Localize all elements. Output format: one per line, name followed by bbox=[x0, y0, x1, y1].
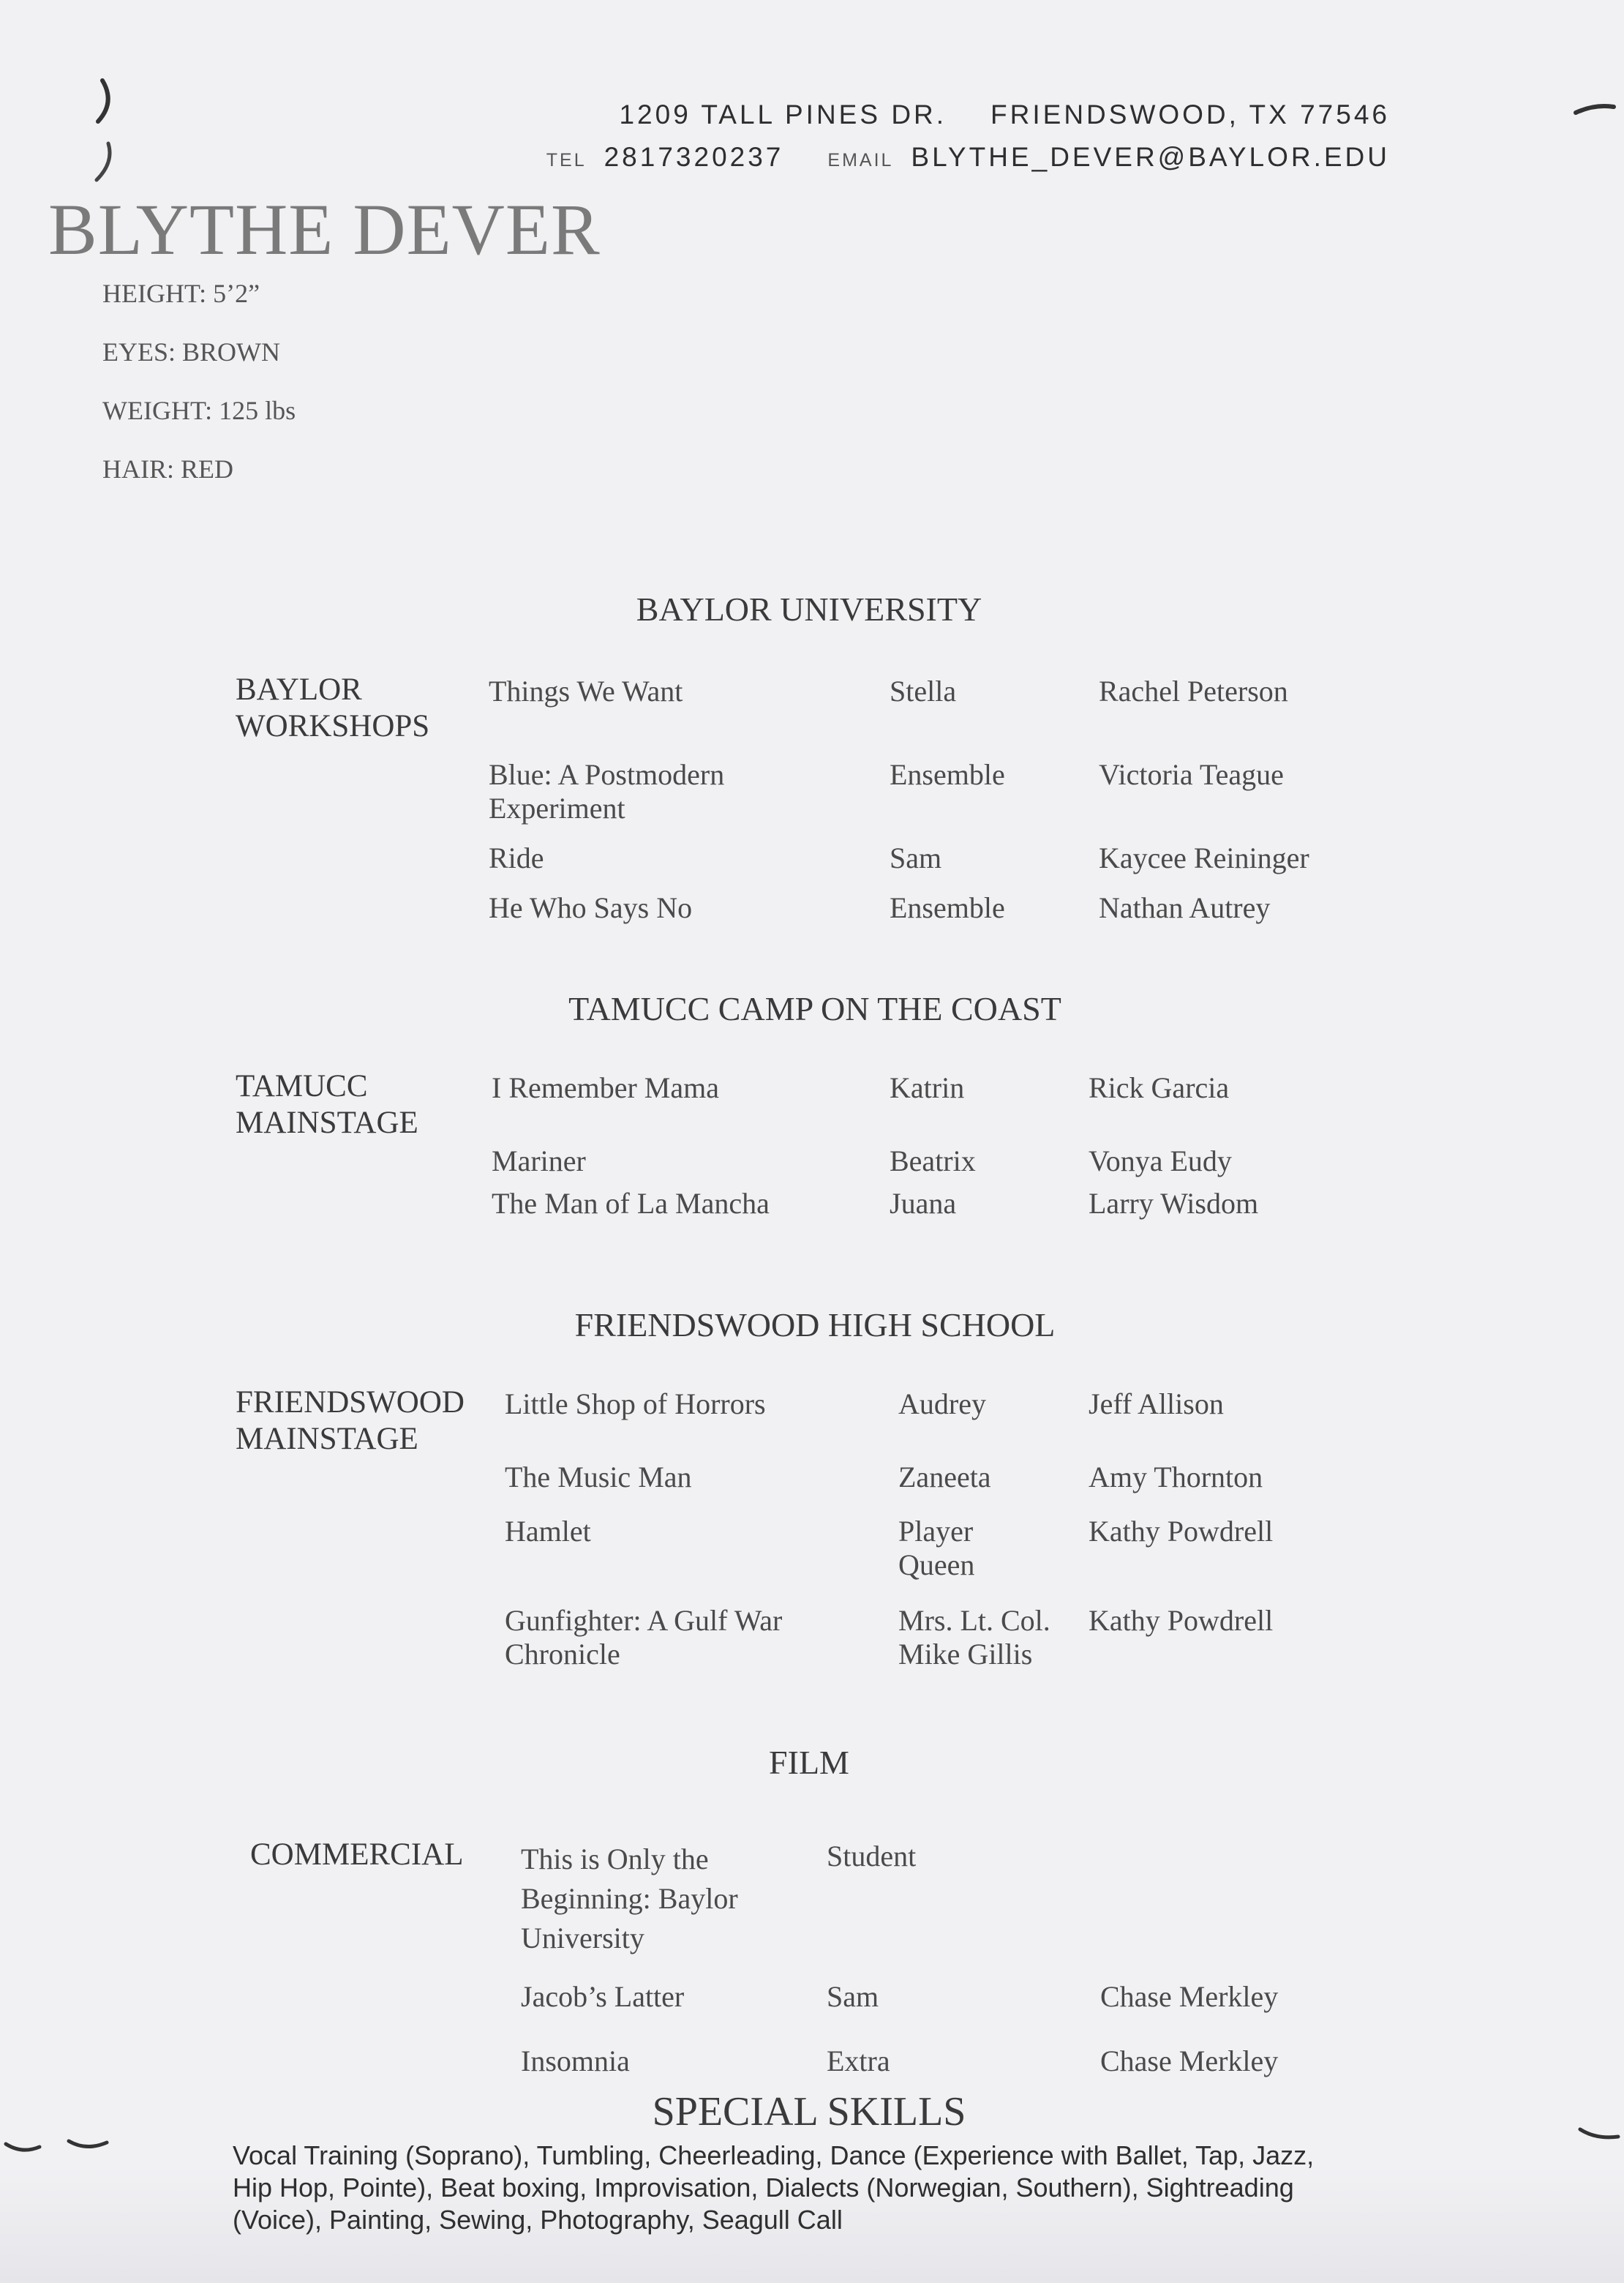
stat-height: HEIGHT: 5’2” bbox=[102, 279, 260, 308]
credit-title bbox=[505, 1387, 766, 1421]
section-heading-baylor: BAYLOR UNIVERSITY bbox=[636, 591, 982, 628]
credit-title-line: The Music Man bbox=[505, 1461, 692, 1493]
credit-title bbox=[489, 675, 683, 708]
credit-director: Vonya Eudy bbox=[1089, 1144, 1232, 1177]
contact-phone-email bbox=[546, 142, 1390, 173]
staple-mark-top-right bbox=[1573, 100, 1617, 121]
credit-title-line: Insomnia bbox=[521, 2044, 630, 2077]
credit-title bbox=[505, 1461, 692, 1494]
credit-title-line: Jacob’s Latter bbox=[521, 1980, 685, 2013]
credit-title-line: Hamlet bbox=[505, 1515, 591, 1548]
credit-title-line: This is Only the bbox=[521, 1842, 709, 1875]
category-label bbox=[236, 1384, 465, 1458]
credit-director: Kathy Powdrell bbox=[1089, 1515, 1274, 1548]
credit-title bbox=[521, 2044, 630, 2078]
category-label bbox=[250, 1837, 463, 1873]
credit-title-line: He Who Says No bbox=[489, 891, 693, 924]
section-heading-tamucc: TAMUCC CAMP ON THE COAST bbox=[568, 990, 1061, 1027]
credit-director: Kaycee Reininger bbox=[1099, 841, 1309, 874]
credit-title-line: Chronicle bbox=[505, 1638, 620, 1671]
category-label bbox=[236, 672, 429, 745]
credit-role bbox=[898, 1604, 1050, 1671]
city-state-zip: FRIENDSWOOD, TX 77546 bbox=[990, 100, 1390, 130]
credit-title bbox=[505, 1515, 591, 1548]
credit-title bbox=[492, 1144, 586, 1178]
credit-role: Sam bbox=[827, 1980, 879, 2013]
phone-number: 2817320237 bbox=[604, 142, 784, 172]
credit-title-line: I Remember Mama bbox=[492, 1071, 719, 1104]
credit-role: Ensemble bbox=[890, 891, 1005, 924]
credit-title-line: Beginning: Baylor bbox=[521, 1882, 738, 1915]
credit-role: Audrey bbox=[898, 1387, 986, 1420]
email-label: EMAIL bbox=[827, 150, 894, 170]
category-line: COMMERCIAL bbox=[250, 1837, 464, 1872]
category-line: WORKSHOPS bbox=[236, 709, 430, 743]
credit-title-line: Experiment bbox=[489, 792, 625, 825]
credit-role: Ensemble bbox=[890, 758, 1005, 791]
credit-director: Rick Garcia bbox=[1089, 1071, 1230, 1104]
credit-title bbox=[489, 891, 692, 925]
section-heading-skills: SPECIAL SKILLS bbox=[652, 2089, 966, 2134]
credit-role: Beatrix bbox=[890, 1144, 976, 1177]
credit-role: Extra bbox=[827, 2044, 890, 2077]
category-line: FRIENDSWOOD bbox=[236, 1385, 465, 1420]
category-line: TAMUCC bbox=[236, 1069, 368, 1103]
category-line: MAINSTAGE bbox=[236, 1106, 418, 1140]
credit-director: Chase Merkley bbox=[1100, 2044, 1279, 2077]
credit-role-line: Queen bbox=[898, 1548, 975, 1581]
stat-eyes: EYES: BROWN bbox=[102, 337, 280, 367]
skills-text: Vocal Training (Soprano), Tumbling, Cheerleading, Dance (Experience with Ballet, Tap, Jazz, Hip Hop, Pointe), Beat boxing, Improvisation, Dialects (Norwegian, Southern), Sightreading (Voice), Painting, Sewing, Photography, Seagull Call bbox=[233, 2140, 1315, 2235]
credit-title-line: Ride bbox=[489, 841, 544, 874]
credit-role: Sam bbox=[890, 841, 942, 874]
credit-role: Stella bbox=[890, 675, 957, 708]
credit-director: Nathan Autrey bbox=[1099, 891, 1271, 924]
credit-director: Jeff Allison bbox=[1089, 1387, 1224, 1420]
credit-title-line: Little Shop of Horrors bbox=[505, 1387, 766, 1420]
credit-title-line: The Man of La Mancha bbox=[492, 1187, 770, 1220]
credit-role: Student bbox=[827, 1840, 917, 1872]
credit-title bbox=[505, 1604, 782, 1671]
credit-title-line: Things We Want bbox=[489, 675, 683, 708]
credit-title-line: Mariner bbox=[492, 1144, 586, 1177]
credit-role: Zaneeta bbox=[898, 1461, 991, 1493]
credit-role-line: Player bbox=[898, 1515, 974, 1548]
credit-director: Kathy Powdrell bbox=[1089, 1604, 1274, 1637]
staple-mark-top-left bbox=[80, 73, 124, 190]
stat-weight: WEIGHT: 125 lbs bbox=[102, 396, 296, 425]
credit-title-line: Blue: A Postmodern bbox=[489, 758, 725, 791]
credit-title bbox=[489, 841, 544, 875]
street-address: 1209 TALL PINES DR. bbox=[619, 100, 947, 130]
stat-hair: HAIR: RED bbox=[102, 454, 233, 484]
credit-title-line: University bbox=[521, 1922, 644, 1954]
credit-role-line: Mrs. Lt. Col. bbox=[898, 1604, 1050, 1637]
category-label bbox=[236, 1068, 418, 1142]
category-line: BAYLOR bbox=[236, 672, 362, 707]
credit-title bbox=[492, 1187, 770, 1221]
section-heading-friendswood: FRIENDSWOOD HIGH SCHOOL bbox=[574, 1306, 1056, 1343]
credit-title bbox=[492, 1071, 719, 1105]
credit-director: Victoria Teague bbox=[1099, 758, 1284, 791]
category-line: MAINSTAGE bbox=[236, 1422, 418, 1456]
credit-title-line: Gunfighter: A Gulf War bbox=[505, 1604, 783, 1637]
credit-role: Juana bbox=[890, 1187, 957, 1220]
credit-director: Rachel Peterson bbox=[1099, 675, 1288, 708]
credit-director: Chase Merkley bbox=[1100, 1980, 1279, 2013]
credit-director: Larry Wisdom bbox=[1089, 1187, 1259, 1220]
credit-title bbox=[489, 758, 724, 825]
credit-role bbox=[898, 1515, 974, 1582]
credit-role-line: Mike Gillis bbox=[898, 1638, 1033, 1671]
email-address: BLYTHE_DEVER@BAYLOR.EDU bbox=[911, 142, 1390, 172]
credit-title bbox=[521, 1840, 738, 1958]
section-heading-film: FILM bbox=[769, 1744, 849, 1781]
credit-director: Amy Thornton bbox=[1089, 1461, 1263, 1493]
contact-address bbox=[619, 100, 1390, 130]
tel-label: TEL bbox=[546, 150, 587, 170]
resume-name: BLYTHE DEVER bbox=[48, 189, 601, 270]
credit-role: Katrin bbox=[890, 1071, 965, 1104]
credit-title bbox=[521, 1980, 684, 2014]
